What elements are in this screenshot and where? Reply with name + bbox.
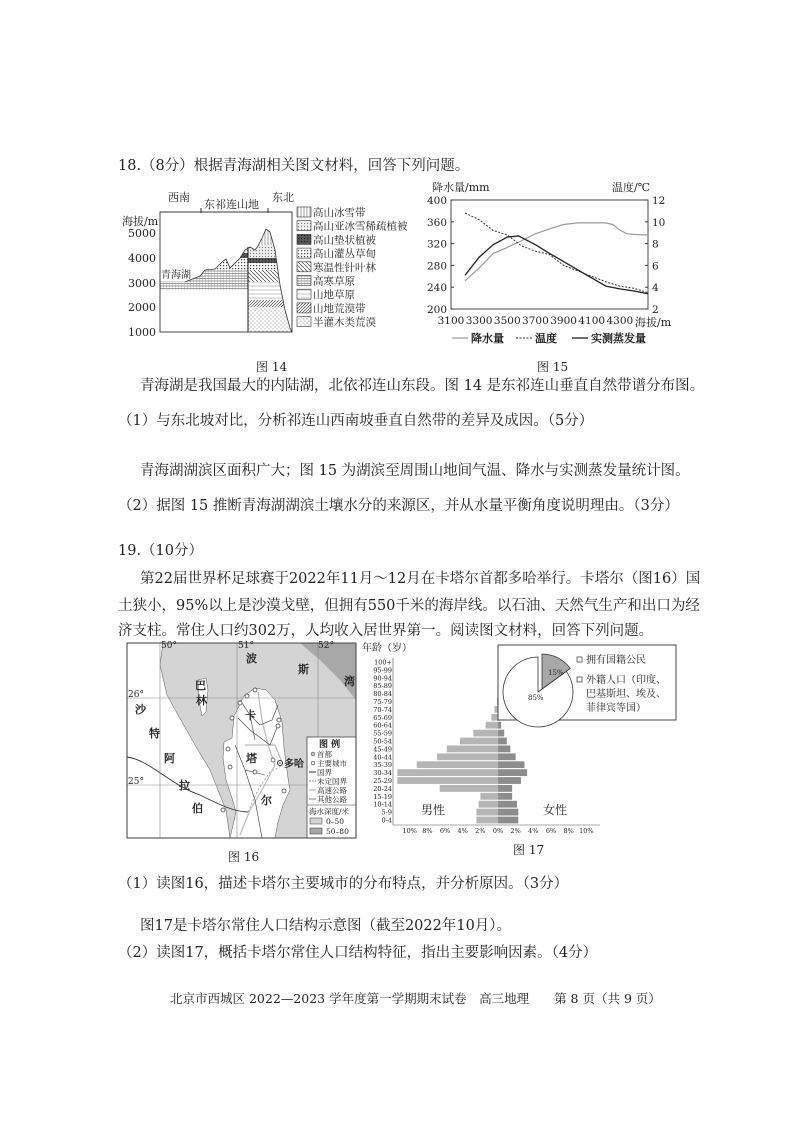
- legend-swatch: [297, 303, 311, 313]
- fig15-series-温度: [465, 213, 648, 293]
- fig17-x-tick: 0%: [492, 827, 504, 835]
- fig17-caption: 图 17: [513, 843, 545, 857]
- saudi-arabia-label: 拉: [179, 779, 190, 792]
- fig14-direction-southwest: 西南: [168, 191, 190, 204]
- fig14-legend-item: 高寒草原: [313, 275, 355, 288]
- age-group-label: 95-99: [373, 666, 392, 675]
- age-group-label: 80-84: [373, 690, 392, 699]
- q18-paragraph-2: 青海湖湖滨区面积广大；图 15 为湖滨至周围山地间气温、降水与实测蒸发量统计图。: [140, 463, 690, 479]
- female-bar: [498, 793, 512, 800]
- latitude-label: 26°: [128, 690, 144, 700]
- fig15-legend-item: 实测蒸发量: [591, 332, 646, 345]
- fig15-legend-item: 降水量: [471, 332, 504, 345]
- fig14-legend-item: 山地草原: [313, 289, 355, 302]
- fig16-qatar-map: [127, 641, 356, 838]
- legend-swatch: [297, 248, 311, 258]
- legend-swatch: [297, 276, 311, 286]
- citizens-pct-label: 15%: [548, 669, 564, 677]
- latitude-label: 25°: [128, 777, 144, 787]
- fig15-y2-tick: 6: [652, 260, 659, 273]
- q18-subquestion-1: （1）与东北坡对比，分析祁连山西南坡垂直自然带的差异及成因。（5分）: [118, 413, 594, 429]
- male-bar: [479, 801, 498, 808]
- legend-swatch: [297, 317, 311, 327]
- fig15-y-tick: 320: [426, 238, 447, 251]
- fig17-x-tick: 2%: [475, 827, 486, 835]
- fig15-x-tick: 4300: [606, 315, 634, 327]
- age-group-label: 40-44: [373, 753, 392, 762]
- saudi-arabia-label: 阿: [164, 752, 175, 765]
- legend-undetermined-border: 未定国界: [317, 777, 347, 786]
- fig15-x-tick: 3900: [550, 315, 577, 327]
- fig15-x-tick: 3700: [522, 315, 549, 327]
- fig15-line-chart: [427, 180, 672, 345]
- legend-depth-title: 海水深度/米: [309, 807, 350, 816]
- fig16-caption: 图 16: [228, 850, 260, 864]
- male-bar: [494, 706, 498, 713]
- male-bar: [480, 793, 498, 800]
- fig15-y-tick: 400: [426, 195, 447, 207]
- doha-label: 多哈: [284, 759, 304, 770]
- female-bar: [498, 801, 517, 808]
- qatar-label: 尔: [261, 794, 272, 807]
- age-group-label: 85-89: [373, 682, 392, 691]
- age-group-label: 70-74: [373, 705, 392, 714]
- q18-heading: 18.（8分）根据青海湖相关图文材料，回答下列问题。: [118, 158, 470, 174]
- saudi-arabia-label: 特: [149, 727, 160, 740]
- female-bar: [498, 769, 527, 776]
- fig14-y-tick: 5000: [128, 227, 156, 240]
- female-bar: [498, 730, 504, 737]
- fig17-population-pyramid: [362, 641, 676, 835]
- bahrain-label: 巴: [195, 679, 206, 692]
- male-bar: [397, 777, 498, 784]
- fig17-x-tick: 10%: [579, 827, 594, 835]
- foreign-legend-line2: 巴基斯坦、埃及、: [586, 689, 666, 700]
- fig14-legend-item: 高山冰雪带: [313, 207, 366, 219]
- female-bar: [498, 809, 518, 816]
- fig14-y-tick: 1000: [128, 326, 156, 339]
- legend-swatch: [297, 207, 311, 217]
- male-label: 男性: [421, 803, 446, 817]
- male-bar: [486, 722, 498, 729]
- fig15-legend-item: 温度: [535, 332, 557, 345]
- fig14-y-axis-label: 海拔/m: [122, 215, 159, 228]
- age-group-label: 25-29: [373, 777, 392, 785]
- fig15-caption: 图 15: [537, 360, 569, 374]
- fig15-x-tick: 4100: [578, 315, 606, 327]
- legend-capital: 首都: [317, 750, 332, 759]
- q19-paragraph-1a: 第22届世界杯足球赛于2022年11月～12月在卡塔尔首都多哈举行。卡塔尔（图16）国: [140, 571, 701, 587]
- page-footer: 北京市西城区 2022—2023 学年度第一学期期末试卷 高三地理 第 8 页（共 9 页）: [170, 991, 661, 1006]
- age-group-label: 30-34: [373, 769, 392, 778]
- fig14-legend-item: 高山亚冰雪稀疏植被: [313, 220, 408, 233]
- age-group-label: 90-94: [373, 674, 392, 683]
- fig14-y-tick: 2000: [128, 301, 156, 314]
- q19-paragraph-1b: 土狭小，95%以上是沙漠戈壁，但拥有550千米的海岸线。以石油、天然气生产和出口为经: [118, 598, 700, 614]
- legend-swatch: [297, 262, 311, 272]
- male-bar: [476, 809, 498, 816]
- age-group-label: 35-39: [373, 761, 392, 770]
- age-group-label: 100+: [374, 658, 392, 667]
- qatar-label: 塔: [246, 752, 257, 765]
- male-bar: [440, 785, 498, 792]
- fig17-x-tick: 6%: [545, 827, 557, 835]
- male-bar: [460, 738, 498, 745]
- male-bar: [437, 753, 498, 760]
- fig14-y-tick: 3000: [128, 277, 156, 290]
- age-group-label: 5-9: [381, 808, 392, 817]
- fig15-x-tick: 3300: [465, 315, 493, 327]
- nationality-pie-inset: [498, 645, 676, 727]
- fig17-x-tick: 6%: [439, 827, 451, 835]
- fig14-direction-northeast: 东北: [272, 191, 294, 204]
- female-bar: [498, 753, 516, 760]
- foreign-pct-label: 85%: [528, 694, 544, 702]
- female-bar: [498, 777, 521, 784]
- age-group-label: 60-64: [373, 721, 392, 730]
- fig14-y-ticks: [128, 227, 156, 339]
- fig15-y-tick: 200: [426, 304, 447, 316]
- fig15-y2-tick: 12: [652, 195, 666, 207]
- persian-gulf-label: 斯: [298, 663, 309, 676]
- male-bar: [491, 714, 498, 721]
- age-group-label: 50-54: [373, 737, 392, 746]
- female-bar: [498, 761, 524, 768]
- longitude-label: 50°: [161, 641, 177, 651]
- fig14-caption: 图 14: [256, 360, 288, 374]
- age-group-label: 20-24: [373, 784, 392, 793]
- female-bar: [498, 817, 518, 824]
- age-group-label: 55-59: [373, 729, 392, 738]
- doha-capital: [278, 761, 283, 766]
- fig17-x-tick: 4%: [457, 827, 468, 835]
- legend-swatch: [297, 289, 311, 299]
- fig17-x-tick: 2%: [510, 827, 521, 835]
- longitude-label: 52°: [318, 641, 334, 651]
- fig16-legend: [307, 737, 356, 838]
- male-bar: [417, 761, 498, 768]
- female-label: 女性: [543, 803, 568, 817]
- fig14-y-tick: 4000: [128, 252, 156, 265]
- fig14-legend: [297, 206, 408, 329]
- male-bar: [447, 746, 498, 753]
- fig14-legend-item: 高山灌丛草甸: [313, 248, 376, 261]
- fig14-legend-item: 山地荒漠带: [313, 302, 366, 315]
- age-group-label: 15-19: [373, 792, 392, 801]
- q18-subquestion-2: （2）据图 15 推断青海湖湖滨土壤水分的来源区，并从水量平衡角度说明理由。（3分）: [118, 498, 679, 514]
- female-bar: [498, 746, 510, 753]
- q19-paragraph-2: 图17是卡塔尔常住人口结构示意图（截至2022年10月）。: [140, 918, 512, 934]
- foreign-legend-line1: 外籍人口（印度、: [586, 675, 666, 686]
- fig17-x-tick: 4%: [528, 827, 539, 835]
- fig14-legend-item: 寒温性针叶林: [313, 261, 376, 274]
- fig17-x-tick: 8%: [563, 827, 574, 835]
- age-group-label: 45-49: [373, 745, 392, 754]
- q19-subquestion-1: （1）读图16，描述卡塔尔主要城市的分布特点，并分析原因。（3分）: [118, 876, 569, 892]
- persian-gulf-label: 湾: [344, 675, 355, 688]
- fig15-x-tick: 3100: [437, 315, 465, 327]
- fig15-y2-tick: 4: [652, 282, 659, 295]
- fig15-y2-tick: 8: [652, 238, 659, 251]
- male-bar: [397, 769, 498, 776]
- qatar-label: 卡: [245, 709, 256, 722]
- q19-paragraph-1c: 济支柱。常住人口约302万，人均收入居世界第一。阅读图文材料，回答下列问题。: [118, 623, 654, 639]
- fig14-legend-item: 半灌木类荒漠: [313, 316, 376, 329]
- q18-paragraph-1: 青海湖是我国最大的内陆湖，北依祁连山东段。图 14 是东祁连山垂直自然带谱分布图。: [140, 378, 705, 394]
- fig15-series-实测蒸发量: [465, 236, 648, 294]
- saudi-arabia-label: 伯: [192, 802, 203, 815]
- saudi-arabia-label: 沙: [135, 703, 146, 716]
- fig15-y2-tick: 2: [652, 304, 659, 316]
- fig17-x-tick: 10%: [402, 827, 417, 835]
- fig15-y2-axis-label: 温度/℃: [612, 181, 651, 194]
- female-bar: [498, 738, 507, 745]
- bahrain-label: 林: [196, 694, 207, 707]
- legend-expressway: 高速公路: [317, 786, 347, 795]
- age-group-label: 75-79: [373, 698, 392, 706]
- legend-swatch: [297, 221, 311, 231]
- fig15-y-tick: 240: [426, 282, 447, 295]
- legend-swatch: [297, 234, 311, 244]
- legend-border: 国界: [317, 768, 332, 777]
- fig14-direction-range: 东祁连山地: [204, 198, 259, 211]
- persian-gulf-label: 波: [246, 652, 257, 665]
- fig14-lake-label: 青海湖: [161, 270, 191, 281]
- fig15-y-tick: 280: [426, 260, 447, 273]
- legend-title: 图 例: [319, 740, 341, 750]
- legend-depth-shallow: 0–50: [326, 817, 345, 826]
- legend-major-city: 主要城市: [317, 759, 347, 768]
- fig17-y-axis-label: 年龄（岁）: [362, 643, 412, 654]
- fig15-series-降水量: [465, 223, 648, 281]
- citizens-legend: 拥有国籍公民: [586, 655, 646, 666]
- fig14-vertical-zones-diagram: [122, 191, 408, 339]
- age-group-label: 10-14: [373, 800, 392, 809]
- fig15-y-tick: 360: [426, 216, 447, 229]
- fig14-legend-item: 高山垫状植被: [313, 234, 376, 247]
- longitude-label: 51°: [238, 641, 254, 651]
- legend-depth-deep: 50–80: [326, 827, 349, 836]
- fig15-y2-tick: 10: [652, 216, 666, 229]
- fig17-x-tick: 8%: [422, 827, 433, 835]
- age-group-label: 65-69: [373, 713, 392, 722]
- fig15-x-tick: 3500: [493, 315, 521, 327]
- foreign-legend-line3: 菲律宾等国）: [586, 703, 646, 714]
- female-bar: [498, 722, 501, 729]
- female-bar: [498, 785, 512, 792]
- q19-subquestion-2: （2）读图17，概括卡塔尔常住人口结构特征，指出主要影响因素。（4分）: [118, 945, 598, 961]
- fig15-y-axis-label: 降水量/mm: [432, 181, 490, 194]
- age-group-label: 0-4: [381, 816, 392, 825]
- fig15-x-axis-label: 海拔/m: [635, 316, 672, 329]
- legend-other-road: 其他公路: [317, 795, 347, 804]
- male-bar: [473, 730, 498, 737]
- q19-heading: 19.（10分）: [118, 543, 204, 559]
- male-bar: [476, 817, 498, 824]
